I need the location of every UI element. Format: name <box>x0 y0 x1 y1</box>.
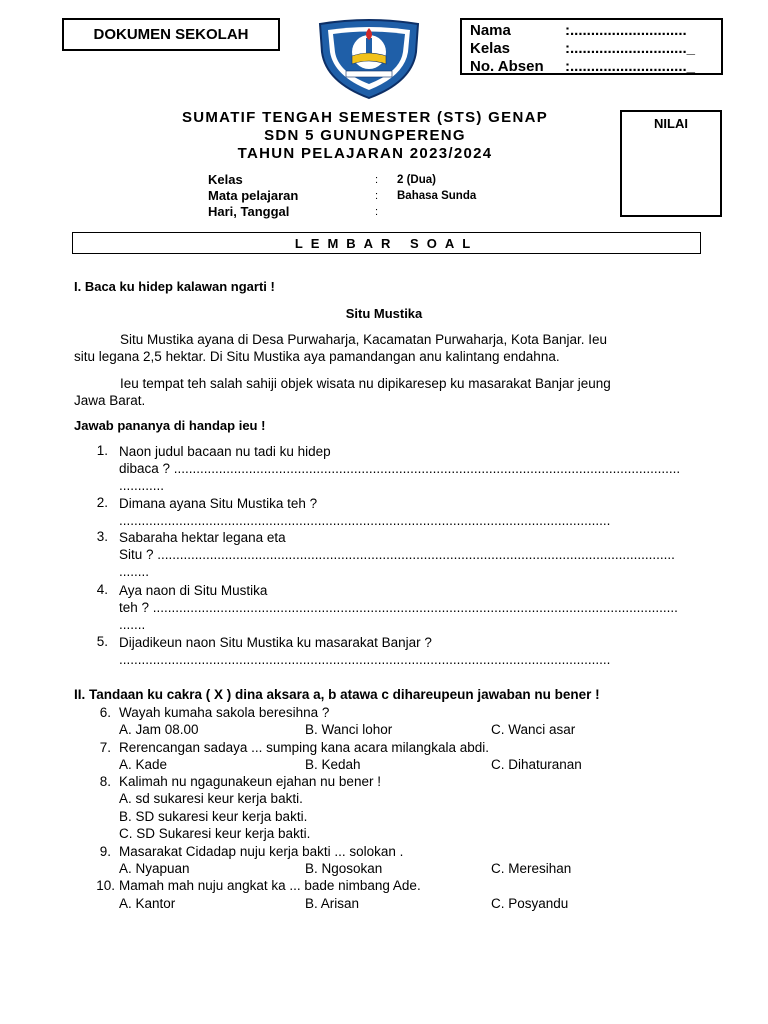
worksheet-banner-text: LEMBAR SOAL <box>294 235 479 251</box>
question-number: 5. <box>96 634 108 649</box>
meta-row <box>208 172 476 188</box>
option-b[interactable]: B. SD sukaresi keur kerja bakti. <box>119 809 308 824</box>
essay-questions <box>0 443 768 673</box>
answer-line[interactable]: ................................................................................................................................... <box>119 652 611 667</box>
meta-colon: : <box>375 206 379 218</box>
question-number: 8. <box>99 774 111 789</box>
worksheet-banner <box>72 232 701 254</box>
exam-meta <box>208 172 476 220</box>
school-emblem-icon <box>316 18 422 100</box>
option-a[interactable]: A. sd sukaresi keur kerja bakti. <box>119 791 303 806</box>
question-text: Wayah kumaha sakola beresihna ? <box>119 705 330 720</box>
identity-label: No. Absen <box>470 58 544 75</box>
class-field[interactable]: :............................_ <box>565 40 696 57</box>
meta-row <box>208 204 476 220</box>
option-b[interactable]: B. Arisan <box>305 896 360 911</box>
option-a[interactable]: A. Kantor <box>119 896 176 911</box>
question-text: Kalimah nu ngagunakeun ejahan nu bener ! <box>119 774 381 789</box>
identity-row-name <box>470 22 721 40</box>
question-number: 6. <box>99 705 111 720</box>
meta-label: Mata pelajaran <box>208 188 299 203</box>
score-box[interactable] <box>620 110 722 217</box>
identity-row-class <box>470 40 721 58</box>
title-line: TAHUN PELAJARAN 2023/2024 <box>237 145 493 162</box>
meta-colon: : <box>375 174 379 186</box>
story-title: Situ Mustika <box>345 306 423 321</box>
paragraph-line: Jawa Barat. <box>74 393 146 408</box>
question-text: Dijadikeun naon Situ Mustika ku masarakat Banjar ? <box>119 635 432 650</box>
question-number: 10. <box>96 878 115 893</box>
student-identity-box <box>460 18 723 75</box>
document-label: DOKUMEN SEKOLAH <box>93 26 249 43</box>
question-text: Masarakat Cidadap nuju kerja bakti ... solokan . <box>119 844 404 859</box>
multiple-choice-questions <box>0 704 768 924</box>
title-line: SUMATIF TENGAH SEMESTER (STS) GENAP <box>181 109 549 126</box>
meta-colon: : <box>375 190 379 202</box>
option-c[interactable]: C. SD Sukaresi keur kerja bakti. <box>119 826 311 841</box>
instruction-heading: Jawab pananya di handap ieu ! <box>74 418 266 433</box>
question-text: Naon judul bacaan nu tadi ku hidep <box>119 444 331 459</box>
meta-label: Hari, Tanggal <box>208 204 290 219</box>
meta-value: Bahasa Sunda <box>397 190 477 202</box>
question-number: 3. <box>96 529 108 544</box>
section-2-heading: II. Tandaan ku cakra ( X ) dina aksara a, b atawa c dihareupeun jawaban nu bener ! <box>74 687 600 702</box>
question-text: Sabaraha hektar legana eta <box>119 530 286 545</box>
paragraph-line: Ieu tempat teh salah sahiji objek wisata nu dipikaresep ku masarakat Banjar jeung <box>120 376 611 391</box>
identity-row-absen <box>470 58 721 76</box>
option-a[interactable]: A. Jam 08.00 <box>119 722 199 737</box>
option-c[interactable]: C. Wanci asar <box>491 722 576 737</box>
paragraph-line: Situ Mustika ayana di Desa Purwaharja, Kacamatan Purwaharja, Kota Banjar. Ieu <box>120 332 608 347</box>
score-label: NILAI <box>654 116 688 131</box>
identity-label: Kelas <box>470 40 511 57</box>
answer-line[interactable]: dibaca ? ....................................................................................................................................... <box>119 461 681 476</box>
absen-field[interactable]: :............................_ <box>565 58 696 75</box>
option-c[interactable]: C. Dihaturanan <box>491 757 582 772</box>
exam-title <box>150 109 580 163</box>
answer-line[interactable]: ................................................................................................................................... <box>119 513 611 528</box>
option-c[interactable]: C. Meresihan <box>491 861 572 876</box>
question-number: 2. <box>96 495 108 510</box>
option-a[interactable]: A. Kade <box>119 757 168 772</box>
story-paragraph-2 <box>74 375 686 409</box>
option-c[interactable]: C. Posyandu <box>491 896 569 911</box>
identity-label: Nama <box>470 22 511 39</box>
option-b[interactable]: B. Kedah <box>305 757 361 772</box>
answer-line[interactable]: ............ <box>119 478 165 493</box>
question-number: 7. <box>99 740 111 755</box>
option-b[interactable]: B. Wanci lohor <box>305 722 393 737</box>
meta-row <box>208 188 476 204</box>
paragraph-line: situ legana 2,5 hektar. Di Situ Mustika aya pamandangan anu kalintang endahna. <box>74 349 560 364</box>
answer-line[interactable]: teh ? ............................................................................................................................................ <box>119 600 678 615</box>
title-line: SDN 5 GUNUNGPERENG <box>264 127 466 144</box>
name-field[interactable]: :............................ <box>565 22 687 39</box>
answer-line[interactable]: Situ ? .......................................................................................................................................... <box>119 547 675 562</box>
answer-line[interactable]: ....... <box>119 617 146 632</box>
meta-label: Kelas <box>208 172 243 187</box>
document-label-box <box>62 18 280 51</box>
question-number: 9. <box>99 844 111 859</box>
option-b[interactable]: B. Ngosokan <box>305 861 383 876</box>
question-text: Mamah mah nuju angkat ka ... bade nimbang Ade. <box>119 878 421 893</box>
answer-line[interactable]: ........ <box>119 564 150 579</box>
question-text: Rerencangan sadaya ... sumping kana acara milangkala abdi. <box>119 740 489 755</box>
question-text: Aya naon di Situ Mustika <box>119 583 268 598</box>
question-text: Dimana ayana Situ Mustika teh ? <box>119 496 318 511</box>
meta-value: 2 (Dua) <box>397 174 436 186</box>
section-1-heading: I. Baca ku hidep kalawan ngarti ! <box>74 279 275 294</box>
question-number: 1. <box>96 443 108 458</box>
option-a[interactable]: A. Nyapuan <box>119 861 190 876</box>
question-number: 4. <box>96 582 108 597</box>
story-paragraph-1 <box>74 331 686 365</box>
